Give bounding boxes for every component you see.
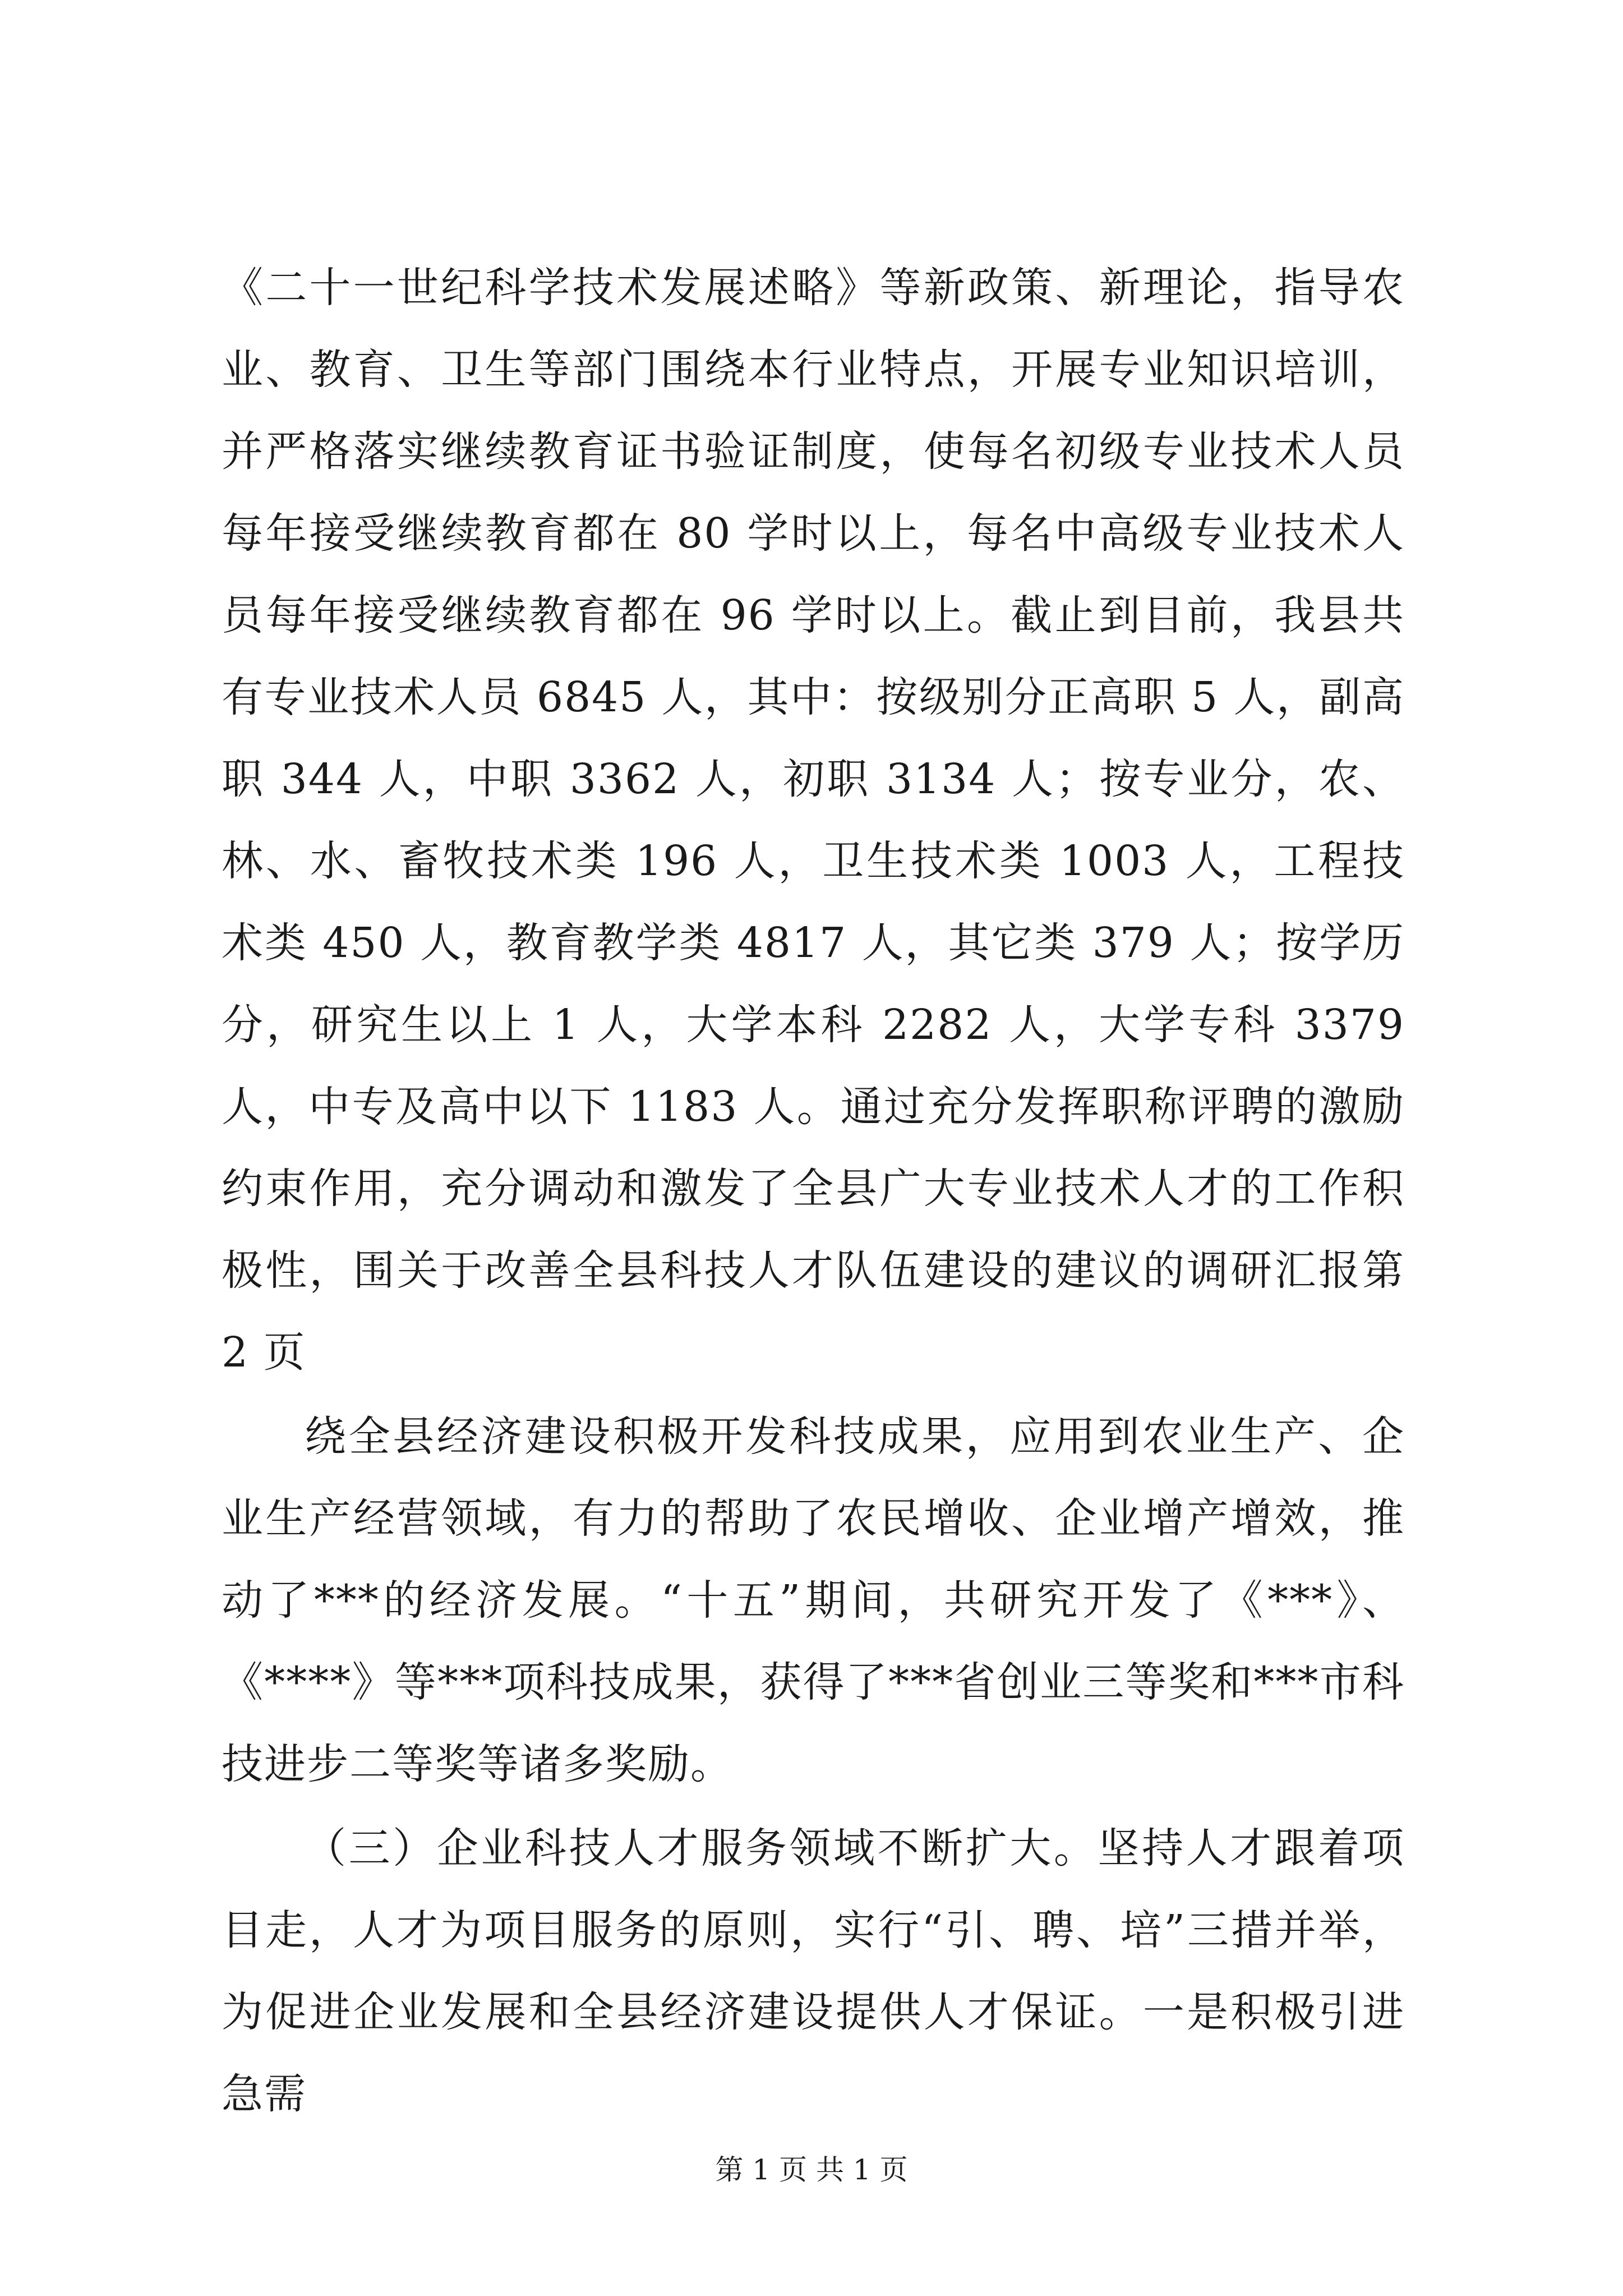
paragraph-3: （三）企业科技人才服务领域不断扩大。坚持人才跟着项目走，人才为项目服务的原则，实行“引、聘、培”三措并举，为促进企业发展和全县经济建设提供人才保证。一是积极引进急需 xyxy=(222,1824,1405,2118)
document-body xyxy=(222,247,1405,2135)
paragraph-1: 《二十一世纪科学技术发展述略》等新政策、新理论，指导农业、教育、卫生等部门围绕本行业特点，开展专业知识培训，并严格落实继续教育证书验证制度，使每名初级专业技术人员每年接受继续教育都在 80 学时以上，每名中高级专业技术人员每年接受继续教育都在 96 学时以上。截止到目前，我县共有专业技术人员 6845 人，其中：按级别分正高职 5 人，副高职 344 人，中职 3362 人，初职 3134 人；按专业分，农、林、水、畜牧技术类 196 人，卫生技术类 1003 人，工程技术类 450 人，教育教学类 4817 人，其它类 379 人；按学历分，研究生以上 1 人，大学本科 2282 人，大学专科 3379 人，中专及高中以下 1183 人。通过充分发挥职称评聘的激励约束作用，充分调动和激发了全县广大专业技术人才的工作积极性，围关于改善全县科技人才队伍建设的建议的调研汇报第 2 页 xyxy=(222,264,1405,1377)
paragraph-2: 绕全县经济建设积极开发科技成果，应用到农业生产、企业生产经营领域，有力的帮助了农民增收、企业增产增效，推动了***的经济发展。“十五”期间，共研究开发了《***》、《****》等***项科技成果，获得了***省创业三等奖和***市科技进步二等奖等诸多奖励。 xyxy=(222,1412,1405,1788)
page-footer: 第 1 页 共 1 页 xyxy=(715,2154,908,2186)
